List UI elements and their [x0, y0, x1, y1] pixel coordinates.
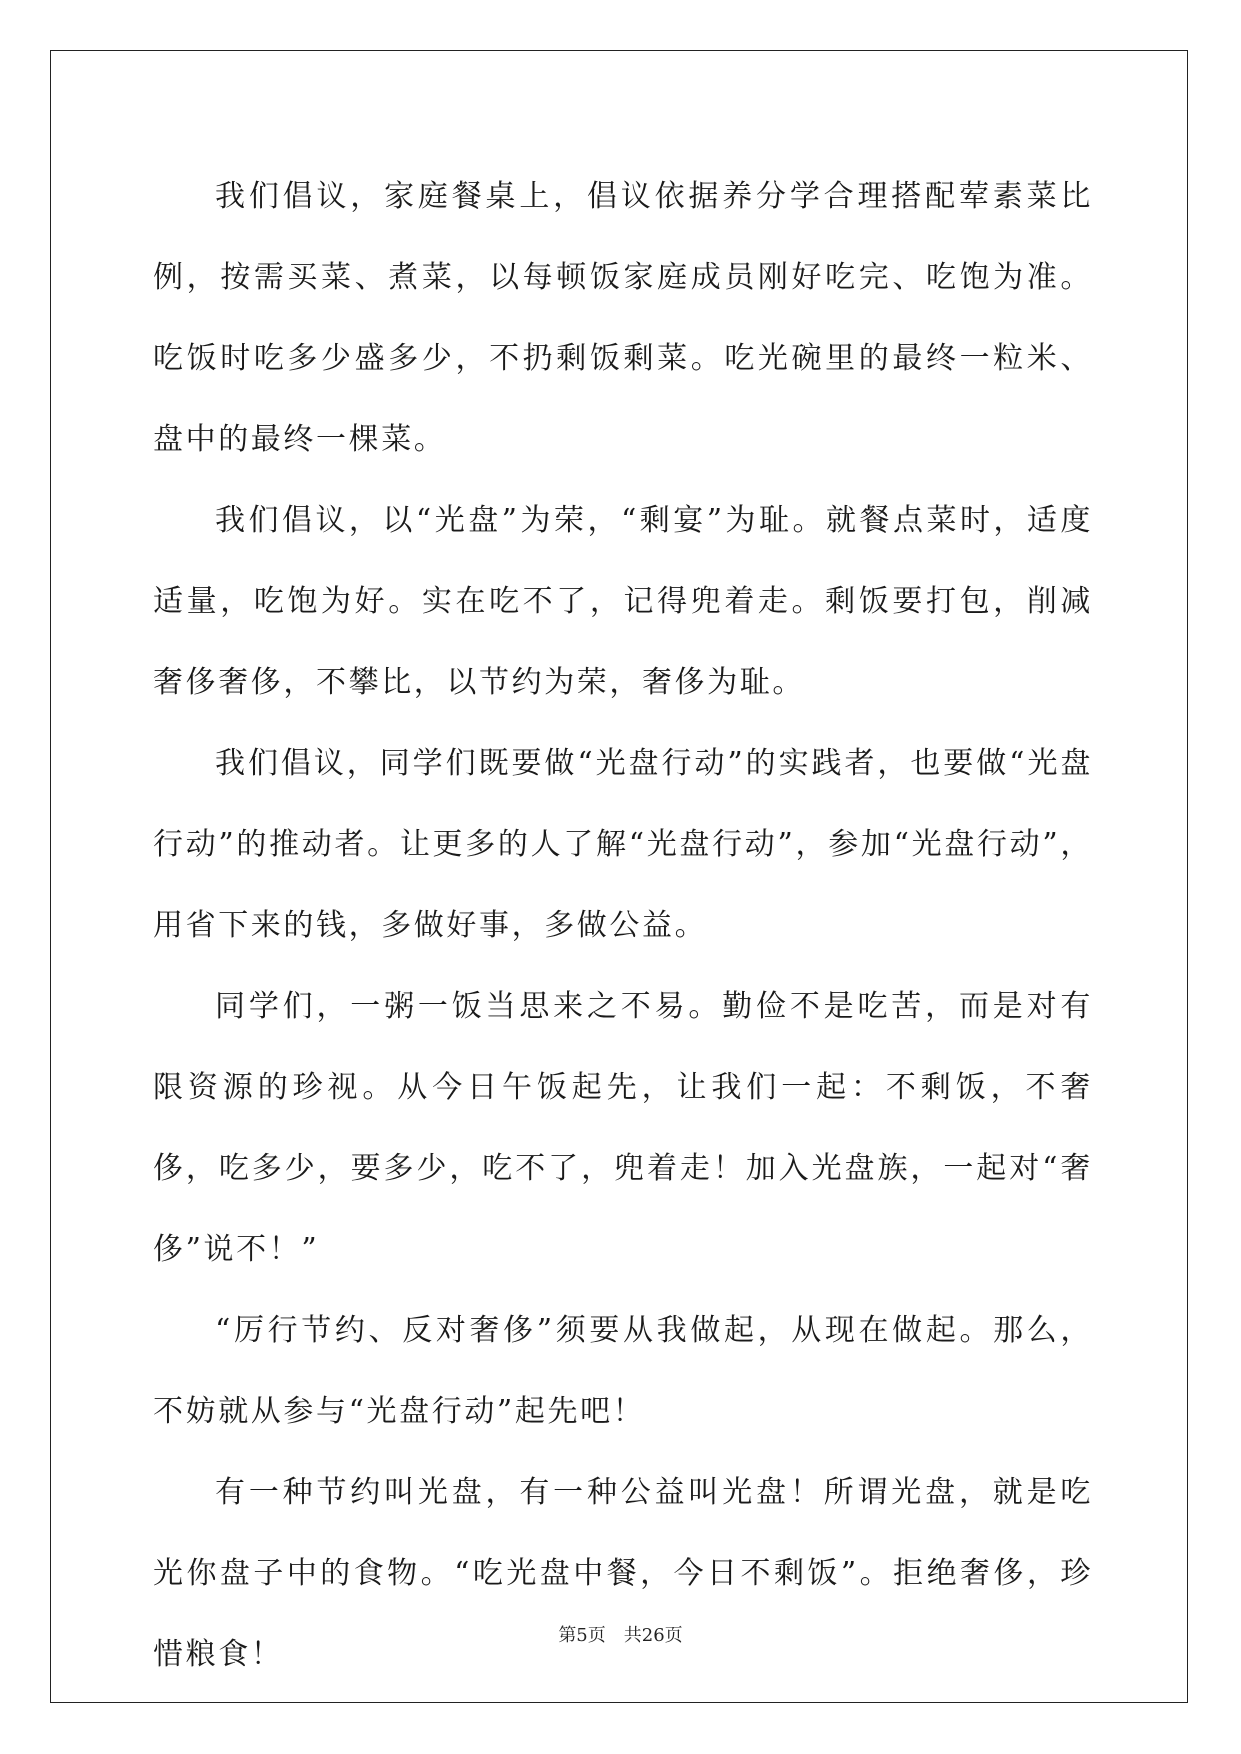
document-body: [153, 156, 1093, 1695]
paragraph-6: 有一种节约叫光盘，有一种公益叫光盘！所谓光盘，就是吃光你盘子中的食物。“吃光盘中餐，今日不剩饭”。拒绝奢侈，珍惜粮食！: [153, 1475, 1093, 1672]
page-number: 第5页: [558, 1625, 606, 1646]
paragraph-4: 同学们，一粥一饭当思来之不易。勤俭不是吃苦，而是对有限资源的珍视。从今日午饭起先，让我们一起：不剩饭，不奢侈，吃多少，要多少，吃不了，兜着走！加入光盘族，一起对“奢侈”说不！”: [153, 989, 1093, 1267]
paragraph-5: “厉行节约、反对奢侈”须要从我做起，从现在做起。那么，不妨就从参与“光盘行动”起先吧！: [153, 1313, 1093, 1429]
paragraph-3: 我们倡议，同学们既要做“光盘行动”的实践者，也要做“光盘行动”的推动者。让更多的人了解“光盘行动”，参加“光盘行动”，用省下来的钱，多做好事，多做公益。: [153, 746, 1093, 943]
paragraph-2: 我们倡议，以“光盘”为荣，“剩宴”为耻。就餐点菜时，适度适量，吃饱为好。实在吃不了，记得兜着走。剩饭要打包，削减奢侈奢侈，不攀比，以节约为荣，奢侈为耻。: [153, 503, 1093, 700]
page-footer: [0, 1624, 1241, 1648]
page-total: 共26页: [623, 1625, 683, 1646]
paragraph-1: 我们倡议，家庭餐桌上，倡议依据养分学合理搭配荤素菜比例，按需买菜、煮菜，以每顿饭家庭成员刚好吃完、吃饱为准。吃饭时吃多少盛多少，不扔剩饭剩菜。吃光碗里的最终一粒米、盘中的最终一棵菜。: [153, 179, 1093, 457]
